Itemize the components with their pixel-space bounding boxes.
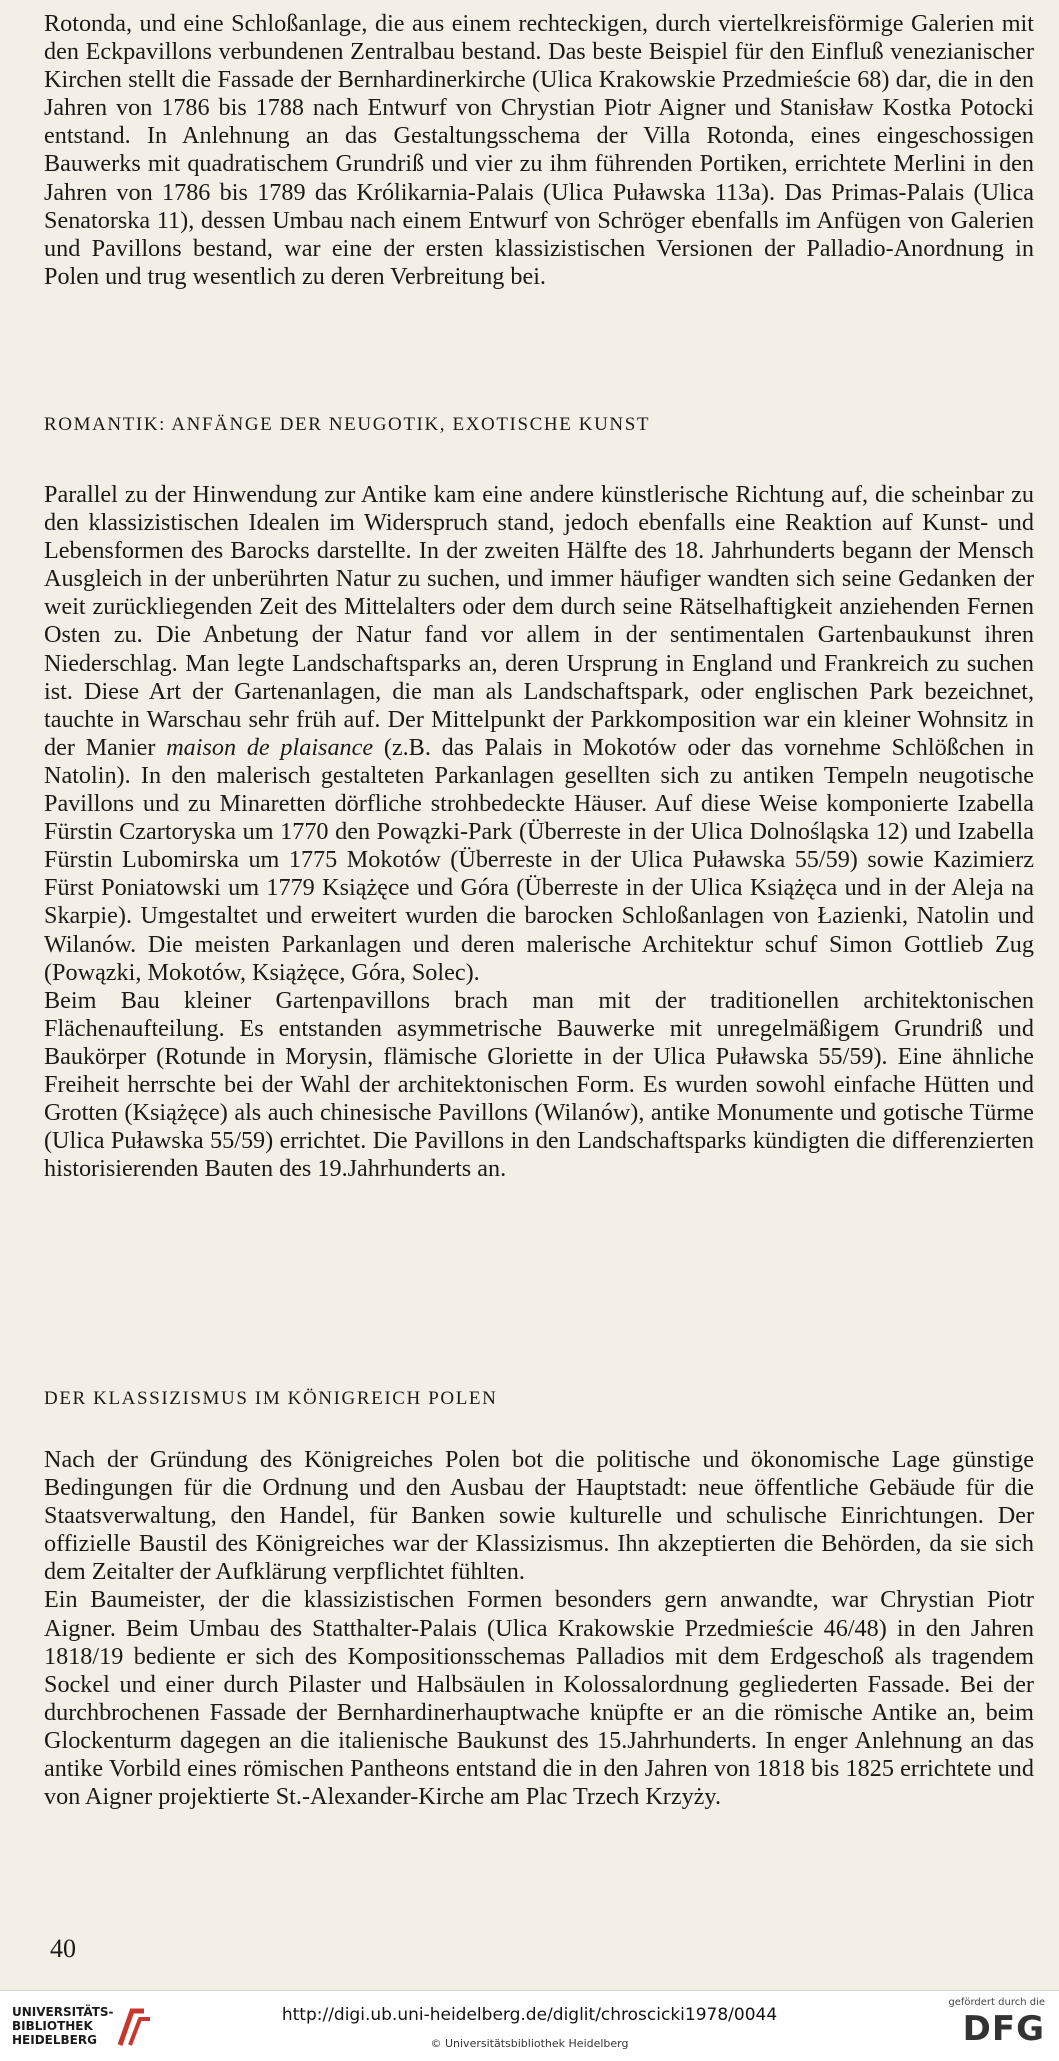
body-text-romantik — [44, 481, 1034, 1183]
paragraph: Rotonda, und eine Schloßanlage, die aus einem rechteckigen, durch viertelkreisförmige Galerien mit den Eckpavillons verbundenen Zentralbau bestand. Das beste Beispiel für den Einfluß venezianischer Kirchen stellt die Fassade der Bernhardinerkirche (Ulica Krakowskie Przedmieście 68) dar, die in den Jahren von 1786 bis 1788 nach Entwurf von Chrystian Piotr Aigner und Stanisław Kostka Potocki entstand. In Anlehnung an das Gestaltungsschema der Villa Rotonda, eines eingeschossigen Bauwerks mit quadratischem Grundriß und vier zu ihm führenden Portiken, errichtete Merlini in den Jahren von 1786 bis 1789 das Królikarnia-Palais (Ulica Puławska 113a). Das Primas-Palais (Ulica Senatorska 11), dessen Umbau nach einem Entwurf von Schröger ebenfalls im Anfügen von Galerien und Pavillons bestand, war eine der ersten klassizistischen Versionen der Palladio-Anordnung in Polen und trug wesentlich zu deren Verbreitung bei. — [44, 10, 1034, 290]
paragraph-text: Parallel zu der Hinwendung zur Antike kam eine andere künstlerische Richtung auf, die scheinbar zu den klassizistischen Idealen im Widerspruch stand, jedoch ebenfalls eine Reaktion auf Kunst- und Lebensformen des Barocks darstellte. In der zweiten Hälfte des 18. Jahrhunderts begann der Mensch Ausgleich in der unberührten Natur zu suchen, und immer häufiger wandten sich seine Gedanken der weit zurückliegenden Zeit des Mittelalters oder dem durch seine Rätselhaftigkeit anziehenden Fernen Osten zu. Die Anbetung der Natur fand vor allem in der sentimentalen Gartenbaukunst ihren Niederschlag. Man legte Landschaftsparks an, deren Ursprung in England und Frankreich zu suchen ist. Diese Art der Gartenanlagen, die man als Landschaftspark, oder englischen Park bezeichnet, tauchte in Warschau sehr früh auf. Der Mittelpunkt der Parkkomposition war ein kleiner Wohnsitz in der Manier — [44, 481, 1034, 761]
body-text-koenigreich — [44, 1446, 1034, 1811]
viewer-footer — [0, 1990, 1059, 2061]
library-name: UNIVERSITÄTS- BIBLIOTHEK HEIDELBERG — [12, 2005, 114, 2047]
dfg-logo[interactable] — [935, 1997, 1045, 2055]
permalink-url[interactable]: http://digi.ub.uni-heidelberg.de/diglit/chroscicki1978/0044 — [281, 2005, 778, 2025]
paragraph: Nach der Gründung des Königreiches Polen bot die politische und ökonomische Lage günstige Bedingungen für die Ordnung und den Ausbau der Hauptstadt: neue öffentliche Gebäude für die Staatsverwaltung, den Handel, für Banken sowie kulturelle und schulische Einrichtungen. Der offizielle Baustil des Königreiches war der Klassizismus. Ihn akzeptierten die Behörden, da sie sich dem Zeitalter der Aufklärung verpflichtet fühlten. — [44, 1446, 1034, 1586]
dfg-logo-text: DFG — [962, 2009, 1045, 2049]
page-number: 40 — [50, 1934, 76, 1963]
italic-term: maison de plaisance — [166, 733, 374, 761]
section-heading-romantik: ROMANTIK: ANFÄNGE DER NEUGOTIK, EXOTISCHE KUNST — [44, 414, 651, 435]
paragraph: Ein Baumeister, der die klassizistischen Formen besonders gern anwandte, war Chrystian Piotr Aigner. Beim Umbau des Statthalter-Palais (Ulica Krakowskie Przedmieście 46/48) in den Jahren 1818/19 bediente er sich des Kompositionsschemas Palladios mit dem Erdgeschoß als tragendem Sockel und einer durch Pilaster und Halbsäulen in Kolossalordnung gegliederten Fassade. Bei der durchbrochenen Fassade der Bernhardinerhauptwache knüpfte er an die römische Antike an, beim Glockenturm dagegen an die italienische Baukunst des 15.Jahrhunderts. In enger Anlehnung an das antike Vorbild eines römischen Pantheons entstand die in den Jahren von 1818 bis 1825 errichtete und von Aigner projektierte St.-Alexander-Kirche am Plac Trzech Krzyży. — [44, 1586, 1034, 1811]
paragraph-text: (z.B. das Palais in Mokotów oder das vornehme Schlößchen in Natolin). In den malerisch gestalteten Parkanlagen gesellten sich zu antiken Tempeln neugotische Pavillons und zu Minaretten dörfliche strohbedeckte Häuser. Auf diese Weise komponierte Izabella Fürstin Czartoryska um 1770 den Powązki-Park (Überreste in der Ulica Dolnośląska 12) und Izabella Fürstin Lubomirska um 1775 Mokotów (Überreste in der Ulica Puławska 55/59) sowie Kazimierz Fürst Poniatowski um 1779 Książęce und Góra (Überreste in der Ulica Książęca und in der Aleja na Skarpie). Umgestaltet und erweitert wurden die barocken Schloßanlagen von Łazienki, Natolin und Wilanów. Die meisten Parkanlagen und deren malerische Architektur schuf Simon Gottlieb Zug (Powązki, Mokotów, Książęce, Góra, Solec). — [44, 733, 1035, 986]
body-text-top — [44, 10, 1034, 291]
section-heading-koenigreich: DER KLASSIZISMUS IM KÖNIGREICH POLEN — [44, 1388, 498, 1409]
dfg-caption: gefördert durch die — [948, 1997, 1045, 2008]
paragraph — [44, 481, 1034, 987]
copyright-notice: © Universitätsbibliothek Heidelberg — [430, 2037, 629, 2050]
paragraph: Beim Bau kleiner Gartenpavillons brach man mit der traditionellen architektonischen Flächenaufteilung. Es entstanden asymmetrische Bauwerke mit unregelmäßigem Grundriß und Baukörper (Rotunde in Morysin, flämische Gloriette in der Ulica Puławska 55/59). Eine ähnliche Freiheit herrschte bei der Wahl der architektonischen Form. Es wurden sowohl einfache Hütten und Grotten (Książęce) als auch chinesische Pavillons (Wilanów), antike Monumente und gotische Türme (Ulica Puławska 55/59) errichtet. Die Pavillons in den Landschaftsparks kündigten die differenzierten historisierenden Bauten des 19.Jahrhunderts an. — [44, 986, 1034, 1183]
